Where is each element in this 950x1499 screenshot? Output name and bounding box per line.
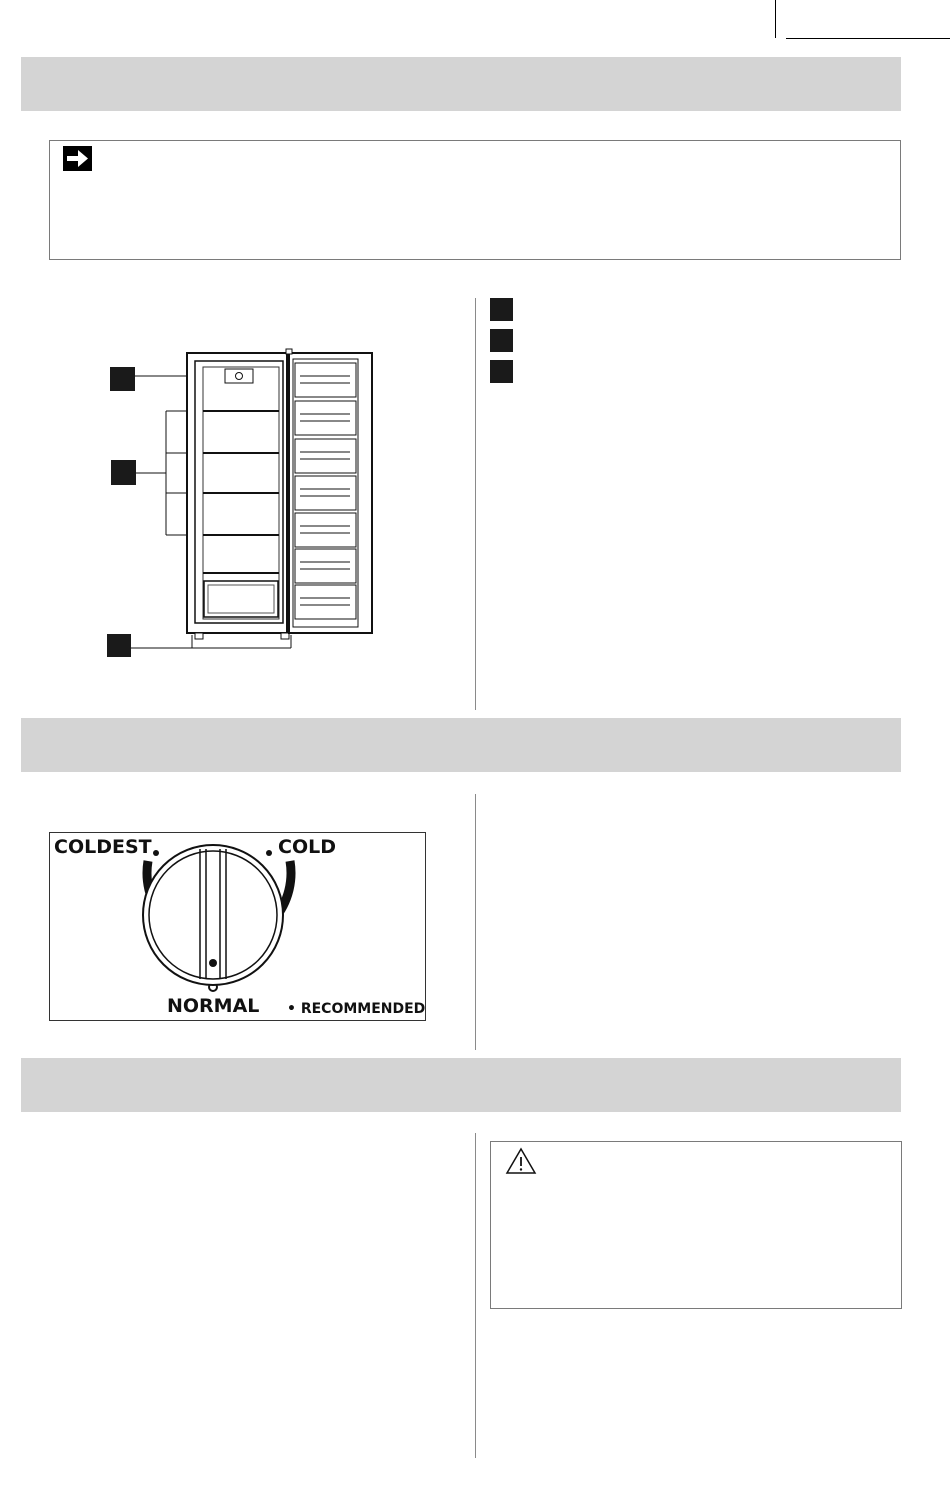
section-header-band [21,57,901,111]
callout-marker-2 [111,460,136,485]
section-header-band [21,718,901,772]
crop-mark-right [786,38,950,39]
warning-triangle-icon [505,1147,537,1179]
temperature-control-dial [49,832,426,1021]
legend-marker-3 [490,360,513,383]
column-divider [475,1133,476,1458]
dial-knob [50,833,425,1020]
section-header-band [21,1058,901,1112]
dial-label-normal: NORMAL [167,995,260,1017]
warning-box [490,1141,902,1309]
note-box [49,140,901,260]
callout-marker-3 [107,634,131,657]
arrow-right-icon [63,146,92,171]
dial-label-coldest: COLDEST [54,836,152,858]
crop-mark-top [775,0,776,38]
legend-marker-1 [490,298,513,321]
callout-marker-1 [110,367,135,391]
dial-label-recommended: • RECOMMENDED [287,1001,426,1017]
legend-marker-2 [490,329,513,352]
column-divider [475,298,476,710]
column-divider [475,794,476,1050]
freezer-diagram [100,345,390,660]
dial-label-cold: COLD [278,836,336,858]
